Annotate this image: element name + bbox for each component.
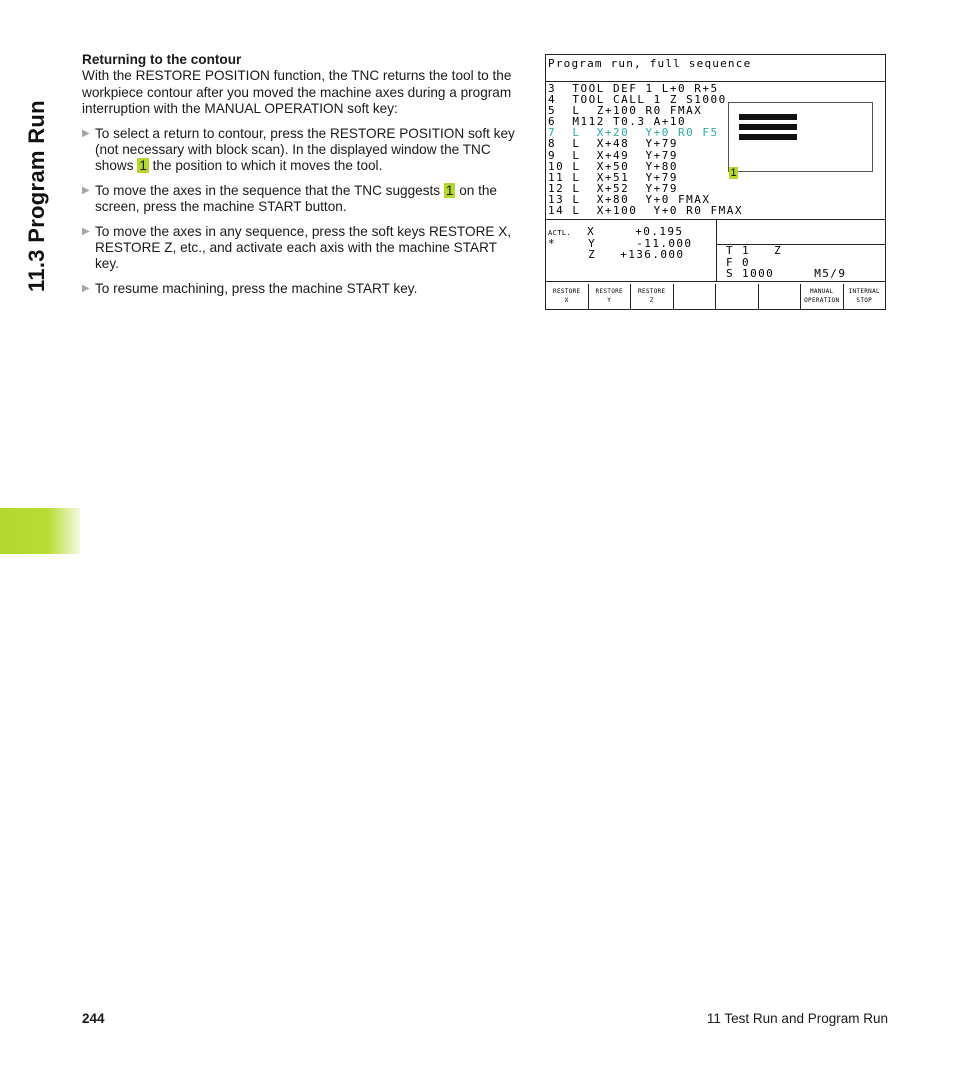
x-value: +0.195	[635, 225, 684, 238]
arrow-bullet-icon: ▶	[82, 127, 90, 139]
actl-label: ACTL.	[548, 229, 572, 237]
section-heading: Returning to the contour	[82, 52, 242, 67]
arrow-bullet-icon: ▶	[82, 282, 90, 294]
screen-title-bar	[546, 55, 885, 82]
step-text: To move the axes in the sequence that the TNC suggests	[95, 182, 444, 198]
page-number: 244	[82, 1011, 105, 1026]
empty-softkey[interactable]	[759, 284, 802, 309]
x-axis-label: X	[587, 225, 596, 238]
datum-star: *	[548, 236, 557, 250]
program-line: 10 L X+50 Y+80	[548, 159, 678, 173]
program-line: 13 L X+80 Y+0 FMAX	[548, 192, 711, 206]
divider	[716, 219, 717, 281]
program-line: 3 TOOL DEF 1 L+0 R+5	[548, 82, 719, 95]
restore-axis-bar	[739, 114, 797, 120]
chapter-footer: 11 Test Run and Program Run	[706, 1011, 888, 1026]
screen-callout-marker: 1	[730, 167, 737, 179]
manual-operation-softkey[interactable]: MANUAL OPERATION	[801, 284, 844, 309]
z-axis-label: Z	[588, 248, 597, 261]
screen-title: Program run, full sequence	[548, 57, 752, 70]
callout-marker: 1	[139, 158, 147, 174]
callout-marker: 1	[445, 182, 454, 198]
tool-status	[726, 245, 884, 280]
side-chapter-title-text: 11.3 Program Run	[24, 100, 49, 292]
step-select-return	[82, 126, 518, 175]
y-value: -11.000	[636, 236, 693, 250]
arrow-bullet-icon: ▶	[82, 225, 90, 237]
step-move-any	[82, 224, 518, 273]
program-line: 4 TOOL CALL 1 Z S1000	[548, 93, 727, 107]
y-axis-label: Y	[588, 236, 597, 250]
restore-axis-bar	[739, 124, 797, 130]
z-value: +136.000	[620, 248, 685, 261]
program-line: 14 L X+100 Y+0 R0 FMAX	[548, 204, 743, 218]
step-text: To resume machining, press the machine START key.	[95, 280, 418, 296]
step-move-suggested	[82, 183, 518, 216]
spindle-line: S 1000 M5/9	[726, 267, 847, 280]
empty-softkey[interactable]	[716, 284, 759, 309]
internal-stop-softkey[interactable]: INTERNAL STOP	[848, 288, 880, 304]
step-text-end: the position to which it moves the tool.	[148, 158, 383, 174]
step-text: To move the axes in any sequence, press the soft keys RESTORE X, RESTORE Z, etc., and activate each axis with the machine START key.	[95, 223, 512, 272]
program-line: 12 L X+52 Y+79	[548, 181, 678, 195]
restore-x-softkey[interactable]: RESTORE X	[546, 284, 589, 309]
text-column	[82, 52, 518, 305]
program-line: 6 M112 T0.3 A+10	[548, 115, 687, 129]
program-line: 8 L X+48 Y+79	[548, 137, 678, 151]
step-text-end: on the screen, press the machine START button.	[95, 182, 497, 215]
program-line-active: 7 L X+20 Y+0 R0 F5	[548, 126, 719, 140]
step-resume	[82, 281, 518, 297]
empty-softkey[interactable]	[674, 284, 717, 309]
chapter-tab-marker	[0, 508, 80, 554]
softkey-row	[546, 284, 885, 309]
restore-z-softkey[interactable]: RESTORE Z	[631, 284, 674, 309]
feed-line: F 0	[726, 255, 751, 269]
restore-position-window	[728, 102, 873, 172]
program-line: 9 L X+49 Y+79	[548, 148, 678, 162]
arrow-bullet-icon: ▶	[82, 184, 90, 196]
divider	[546, 281, 885, 282]
program-line: 5 L Z+100 R0 FMAX	[548, 104, 703, 118]
intro-paragraph: With the RESTORE POSITION function, the TNC returns the tool to the workpiece contour after you moved the machine axes during a program interruption with the MANUAL OPERATION soft key:	[82, 68, 512, 117]
position-display	[548, 226, 714, 261]
tnc-screen	[545, 54, 886, 310]
tool-line: T 1 Z	[726, 244, 783, 257]
restore-axis-bar	[739, 134, 797, 140]
restore-y-softkey[interactable]: RESTORE Y	[589, 284, 632, 309]
step-text: To select a return to contour, press the RESTORE POSITION soft key (not necessary with block scan). In the displayed window the TNC shows	[95, 125, 515, 174]
program-line: 11 L X+51 Y+79	[548, 170, 678, 184]
side-chapter-title	[24, 52, 56, 292]
